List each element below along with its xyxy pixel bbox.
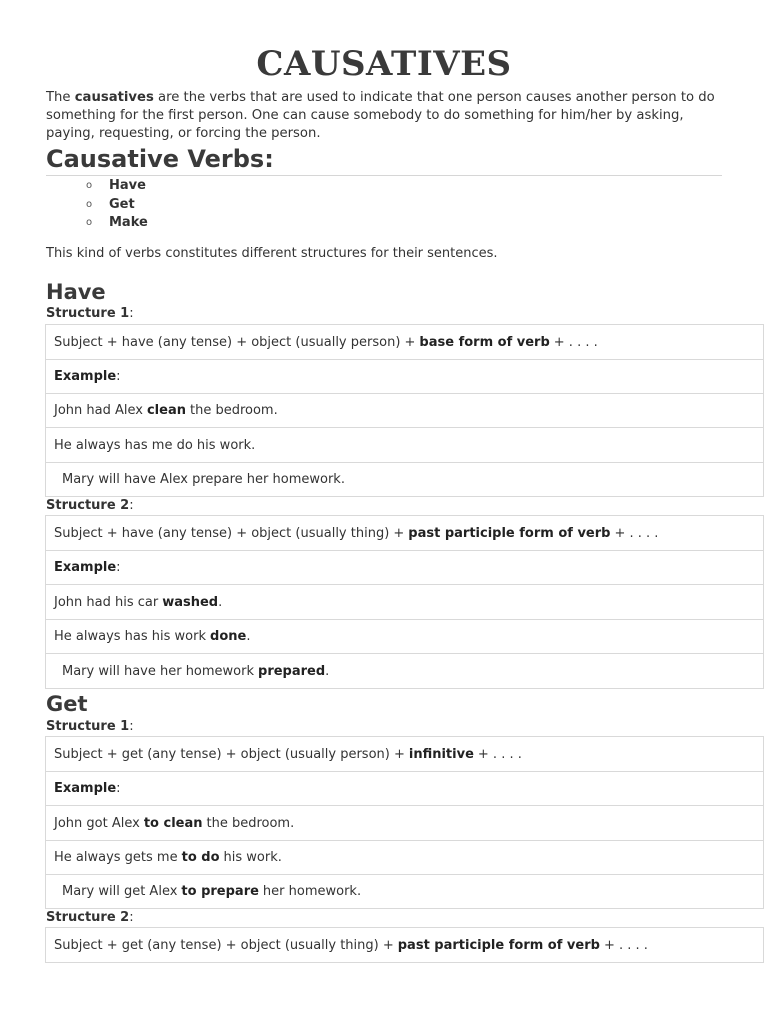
get-structure-1-label <box>46 719 134 734</box>
table-row <box>46 585 763 620</box>
structure-label-colon: : <box>129 498 134 513</box>
example-label: Example <box>54 369 117 384</box>
example-text: He always has me do his work. <box>54 437 256 453</box>
formula-tail: + . . . . <box>477 746 522 762</box>
table-row <box>46 875 763 909</box>
table-row <box>46 620 763 654</box>
example-bold: done <box>210 629 247 644</box>
verb-label: Get <box>109 196 135 212</box>
list-item <box>86 214 148 233</box>
have-structure-2-table <box>45 515 764 689</box>
get-structure-1-table <box>45 736 764 909</box>
example-bold: to do <box>181 850 220 865</box>
page-title: CAUSATIVES <box>256 44 512 84</box>
example-text: He always has his work <box>54 629 207 644</box>
verb-list <box>86 177 148 233</box>
table-row <box>46 394 763 428</box>
structure-label-text: Structure 2 <box>46 498 130 513</box>
example-label-row <box>46 360 763 394</box>
example-colon: : <box>116 560 121 575</box>
get-structure-2-table <box>45 927 764 963</box>
example-text: John had Alex <box>54 403 143 418</box>
example-label-row <box>46 772 763 806</box>
get-structure-2-label <box>46 910 134 925</box>
example-bold: to clean <box>143 815 203 831</box>
example-label-row <box>46 551 763 585</box>
example-text: John had his car <box>54 594 159 610</box>
structures-intro-text: This kind of verbs constitutes different structures for their sentences. <box>46 246 498 261</box>
formula-row <box>46 737 763 772</box>
have-structure-2-label <box>46 498 134 513</box>
formula-text: Subject + have (any tense) + object (usually thing) + <box>54 525 405 541</box>
table-row <box>46 428 763 463</box>
circle-bullet-icon: o <box>86 217 93 228</box>
intro-text-start: The <box>46 90 71 105</box>
list-item <box>86 177 148 196</box>
example-bold: washed <box>162 594 219 610</box>
causative-verbs-heading: Causative Verbs: <box>46 145 274 173</box>
formula-bold: past participle form of verb <box>408 525 611 541</box>
table-row <box>46 841 763 875</box>
formula-row <box>46 928 763 963</box>
intro-text-rest: are the verbs that are used to indicate that one person causes another person to do something for the first person. One can cause somebody to do something for him/her by asking, paying, requesting, or forcing the person. <box>46 90 715 141</box>
formula-tail: + . . . . <box>603 937 648 953</box>
example-text: . <box>325 663 330 679</box>
verb-label: Make <box>109 215 148 230</box>
structure-label-text: Structure 2 <box>46 910 130 925</box>
list-item <box>86 196 148 215</box>
circle-bullet-icon: o <box>86 180 93 191</box>
intro-paragraph <box>46 89 726 143</box>
intro-bold-term: causatives <box>74 90 154 105</box>
example-colon: : <box>116 781 121 796</box>
example-text: his work. <box>223 850 282 865</box>
get-heading: Get <box>46 692 88 716</box>
formula-row <box>46 325 763 360</box>
formula-bold: past participle form of verb <box>397 937 600 953</box>
example-text: Mary will have Alex prepare her homework. <box>62 472 345 487</box>
structure-label-colon: : <box>129 910 134 925</box>
formula-text: Subject + get (any tense) + object (usually person) + <box>54 746 405 762</box>
example-label: Example <box>54 560 117 575</box>
example-bold: to prepare <box>181 884 259 899</box>
table-row <box>46 463 763 497</box>
example-label: Example <box>54 781 117 796</box>
example-text: Mary will have her homework <box>62 663 255 679</box>
verb-label: Have <box>109 178 146 193</box>
example-colon: : <box>116 369 121 384</box>
circle-bullet-icon: o <box>86 198 93 210</box>
structure-label-text: Structure 1 <box>46 719 130 734</box>
formula-bold: base form of verb <box>419 334 550 350</box>
example-text: . <box>218 594 223 610</box>
example-text: her homework. <box>262 884 362 899</box>
formula-row <box>46 516 763 551</box>
example-text: John got Alex <box>54 815 140 831</box>
formula-text: Subject + have (any tense) + object (usually person) + <box>54 334 416 350</box>
example-bold: clean <box>146 403 186 418</box>
structure-label-text: Structure 1 <box>46 306 130 321</box>
example-text: He always gets me <box>54 850 178 865</box>
have-structure-1-label <box>46 306 134 321</box>
table-row <box>46 654 763 689</box>
example-text: the bedroom. <box>206 815 295 831</box>
structure-label-colon: : <box>129 306 134 321</box>
example-text: . <box>246 629 251 644</box>
have-heading: Have <box>46 280 106 304</box>
structure-label-colon: : <box>129 719 134 734</box>
heading-divider <box>46 175 722 176</box>
formula-tail: + . . . . <box>614 525 659 541</box>
have-structure-1-table <box>45 324 764 497</box>
formula-text: Subject + get (any tense) + object (usually thing) + <box>54 937 394 953</box>
formula-bold: infinitive <box>408 746 474 762</box>
example-bold: prepared <box>258 663 326 679</box>
formula-tail: + . . . . <box>553 334 598 350</box>
table-row <box>46 806 763 841</box>
example-text: Mary will get Alex <box>62 884 178 899</box>
example-text: the bedroom. <box>189 403 278 418</box>
